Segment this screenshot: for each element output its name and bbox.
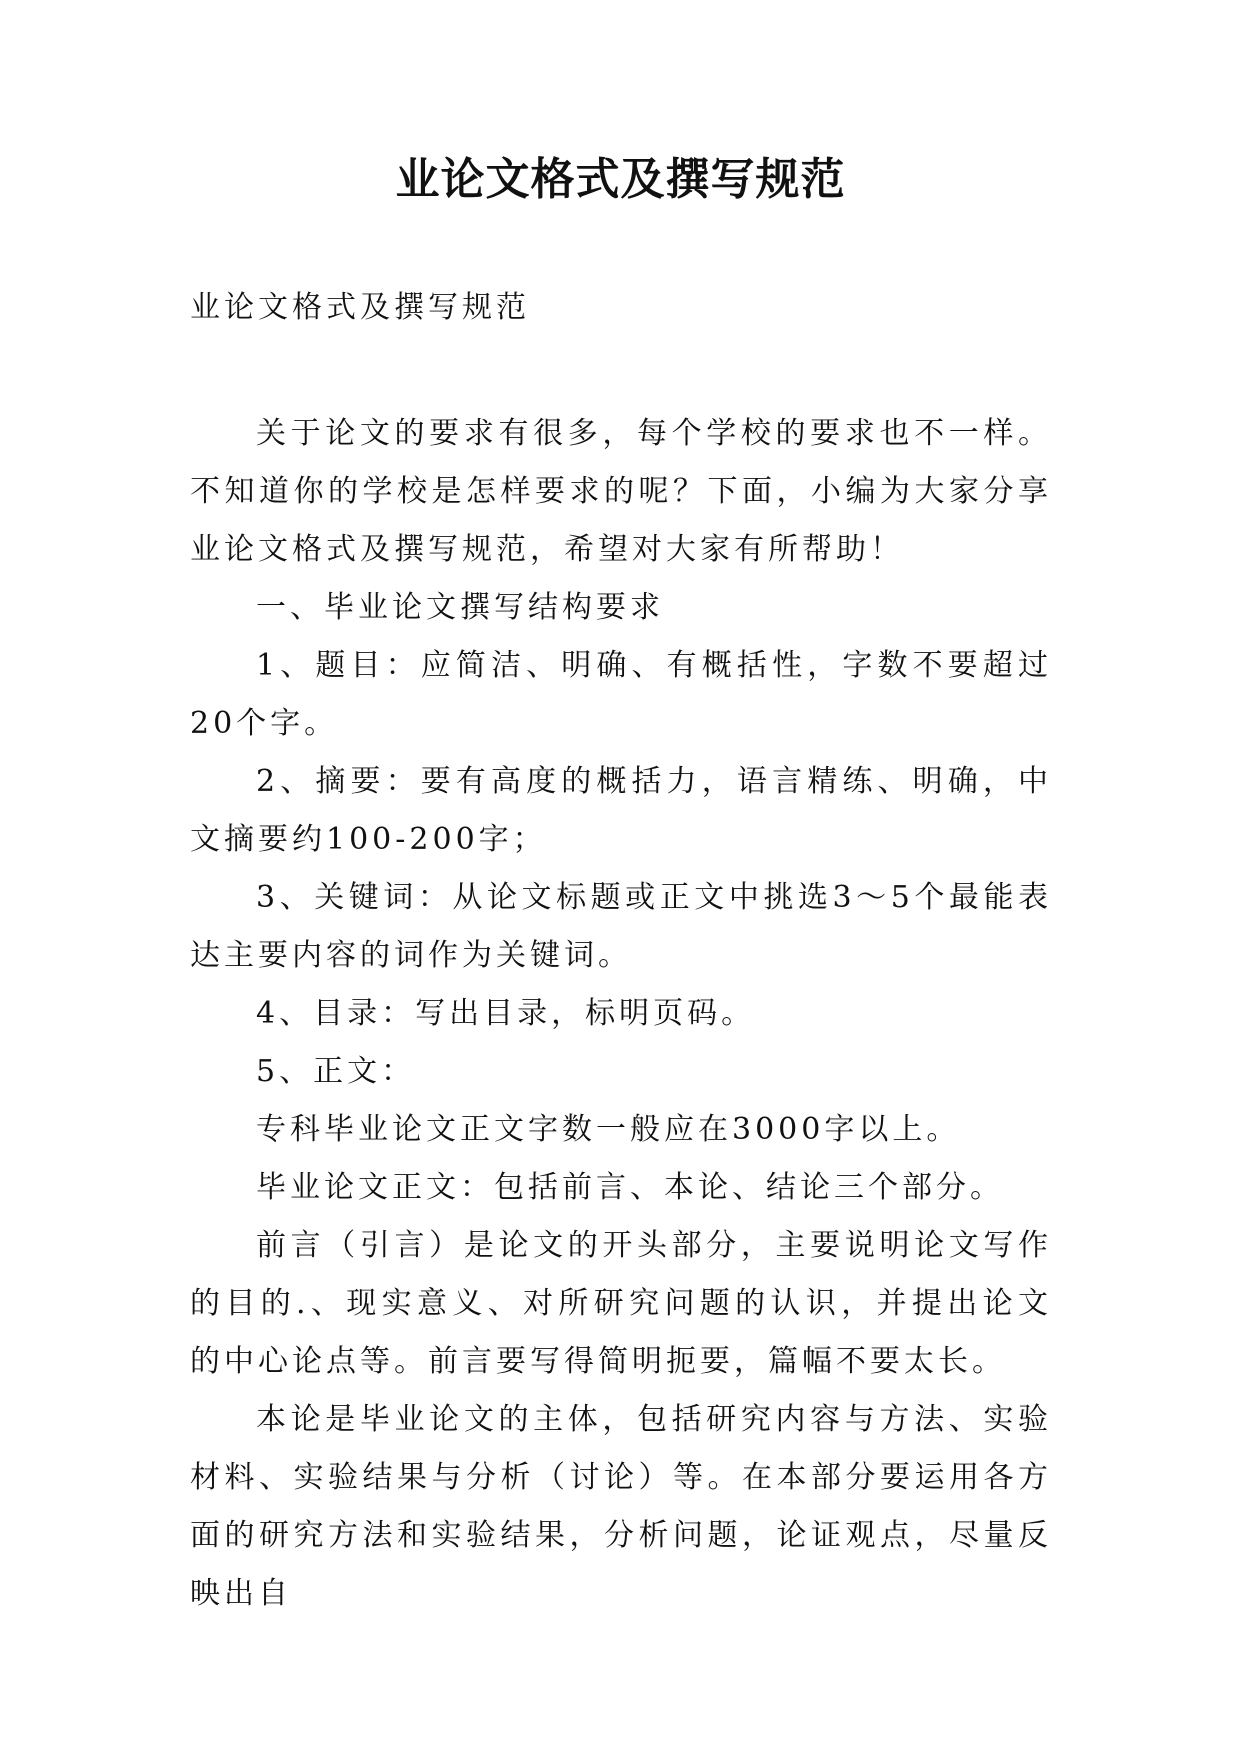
paragraph-main-body: 本论是毕业论文的主体，包括研究内容与方法、实验材料、实验结果与分析（讨论）等。在本部分要运用各方面的研究方法和实验结果，分析问题，论证观点，尽量反映出自: [190, 1402, 1052, 1611]
document-title: 业论文格式及撰写规范: [395, 154, 846, 205]
paragraph-item-4: 4、目录：写出目录，标明页码。: [256, 996, 756, 1031]
paragraph-preface: 前言（引言）是论文的开头部分，主要说明论文写作的目的.、现实意义、对所研究问题的认识，并提出论文的中心论点等。前言要写得简明扼要，篇幅不要太长。: [190, 1228, 1052, 1379]
paragraph-body-parts: 毕业论文正文：包括前言、本论、结论三个部分。: [256, 1170, 1004, 1205]
paragraph-item-5: 5、正文：: [256, 1054, 416, 1089]
paragraph-body-length: 专科毕业论文正文字数一般应在3000字以上。: [256, 1112, 961, 1147]
paragraph-intro: 关于论文的要求有很多，每个学校的要求也不一样。不知道你的学校是怎样要求的呢？下面，小编为大家分享业论文格式及撰写规范，希望对大家有所帮助！: [190, 416, 1052, 567]
paragraph-item-2: 2、摘要：要有高度的概括力，语言精练、明确，中文摘要约100-200字；: [190, 764, 1052, 857]
paragraph-item-1: 1、题目：应简洁、明确、有概括性，字数不要超过20个字。: [190, 648, 1052, 741]
section-heading: 一、毕业论文撰写结构要求: [256, 590, 664, 625]
paragraph-item-3: 3、关键词：从论文标题或正文中挑选3～5个最能表达主要内容的词作为关键词。: [190, 880, 1052, 973]
document-subtitle: 业论文格式及撰写规范: [190, 290, 530, 325]
document-body: [190, 405, 1052, 1623]
